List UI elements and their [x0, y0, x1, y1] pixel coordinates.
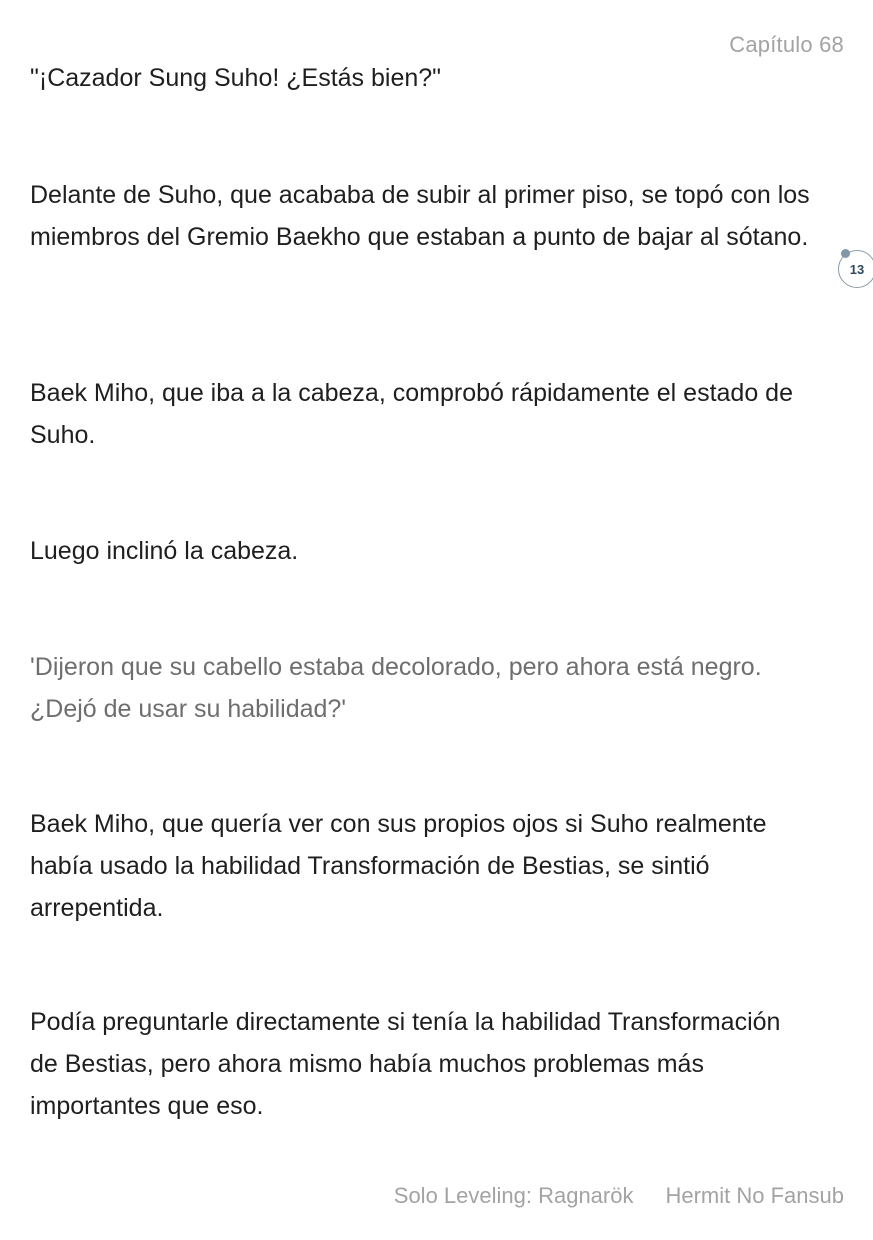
footer — [394, 1183, 844, 1209]
translator-credit: Hermit No Fansub — [665, 1183, 844, 1208]
narration-paragraph: Delante de Suho, que acababa de subir al primer piso, se topó con los miembros del Gremio Baekho que estaban a punto de bajar al sótano. — [30, 181, 810, 251]
narration-paragraph: Luego inclinó la cabeza. — [30, 537, 299, 565]
narration-paragraph: Baek Miho, que iba a la cabeza, comprobó rápidamente el estado de Suho. — [30, 379, 793, 449]
dialogue-paragraph: "¡Cazador Sung Suho! ¿Estás bien?" — [30, 64, 442, 92]
book-title: Solo Leveling: Ragnarök — [393, 1183, 634, 1208]
page-number-badge[interactable]: 13 — [838, 250, 873, 288]
thought-paragraph: 'Dijeron que su cabello estaba decolorado, pero ahora está negro. ¿Dejó de usar su habilidad?' — [30, 653, 762, 723]
progress-dot-icon — [841, 249, 850, 258]
chapter-label: Capítulo 68 — [729, 32, 844, 57]
narration-paragraph: Baek Miho, que quería ver con sus propios ojos si Suho realmente había usado la habilidad Transformación de Bestias, se sintió arrepentida. — [30, 810, 767, 922]
narration-paragraph: Podía preguntarle directamente si tenía la habilidad Transformación de Bestias, pero ahora mismo había muchos problemas más importantes que eso. — [30, 1008, 781, 1120]
